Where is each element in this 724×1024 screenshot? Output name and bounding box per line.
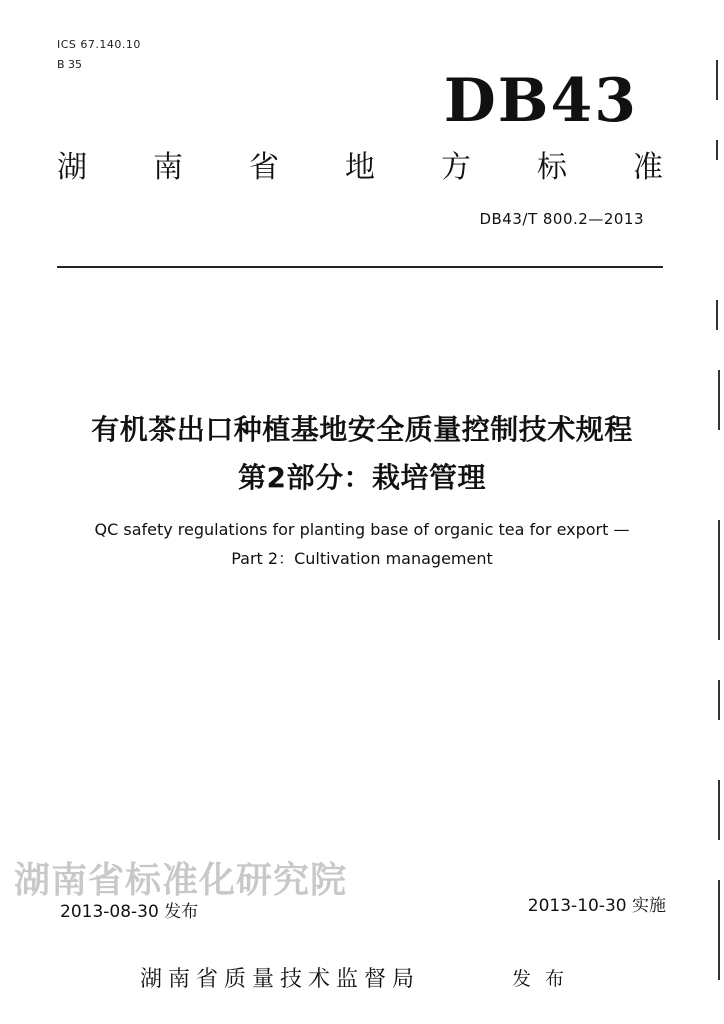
standard-code-logo: DB43 (443, 66, 638, 136)
implementation-date: 2013-10-30 实施 (527, 896, 666, 916)
publisher-name: 湖南省质量技术监督局 (140, 967, 421, 992)
scan-edge-mark (718, 680, 720, 720)
scan-edge-mark (718, 370, 720, 430)
scan-edge-mark (716, 300, 718, 330)
standard-type-char: 方 (441, 150, 471, 185)
standard-number: DB43/T 800.2—2013 (479, 210, 644, 228)
standard-type-char: 南 (153, 150, 183, 185)
standard-type-char: 标 (537, 150, 567, 185)
scan-edge-mark (716, 60, 718, 100)
publish-label: 发 布 (512, 968, 569, 990)
title-chinese-line2: 第2部分：栽培管理 (238, 461, 486, 494)
ics-code: ICS 67.140.10 (57, 38, 141, 51)
standard-type-char: 省 (249, 150, 279, 185)
standard-type-char: 湖 (57, 150, 87, 185)
scan-edge-mark (718, 520, 720, 640)
standard-type-char: 地 (345, 150, 375, 185)
ccs-code: B 35 (57, 58, 83, 71)
issue-date: 2013-08-30 发布 (60, 902, 199, 922)
title-chinese-line1: 有机茶出口种植基地安全质量控制技术规程 (91, 413, 633, 446)
title-english-line1: QC safety regulations for planting base of organic tea for export — (94, 520, 630, 539)
standard-type-heading (57, 142, 663, 186)
scan-edge-mark (718, 880, 720, 980)
scan-edge-mark (716, 140, 718, 160)
scan-edge-mark (718, 780, 720, 840)
title-english-line2: Part 2：Cultivation management (231, 549, 493, 568)
watermark: 湖南省标准化研究院 (14, 860, 348, 901)
header-divider (57, 266, 663, 268)
standard-type-char: 准 (633, 150, 663, 185)
